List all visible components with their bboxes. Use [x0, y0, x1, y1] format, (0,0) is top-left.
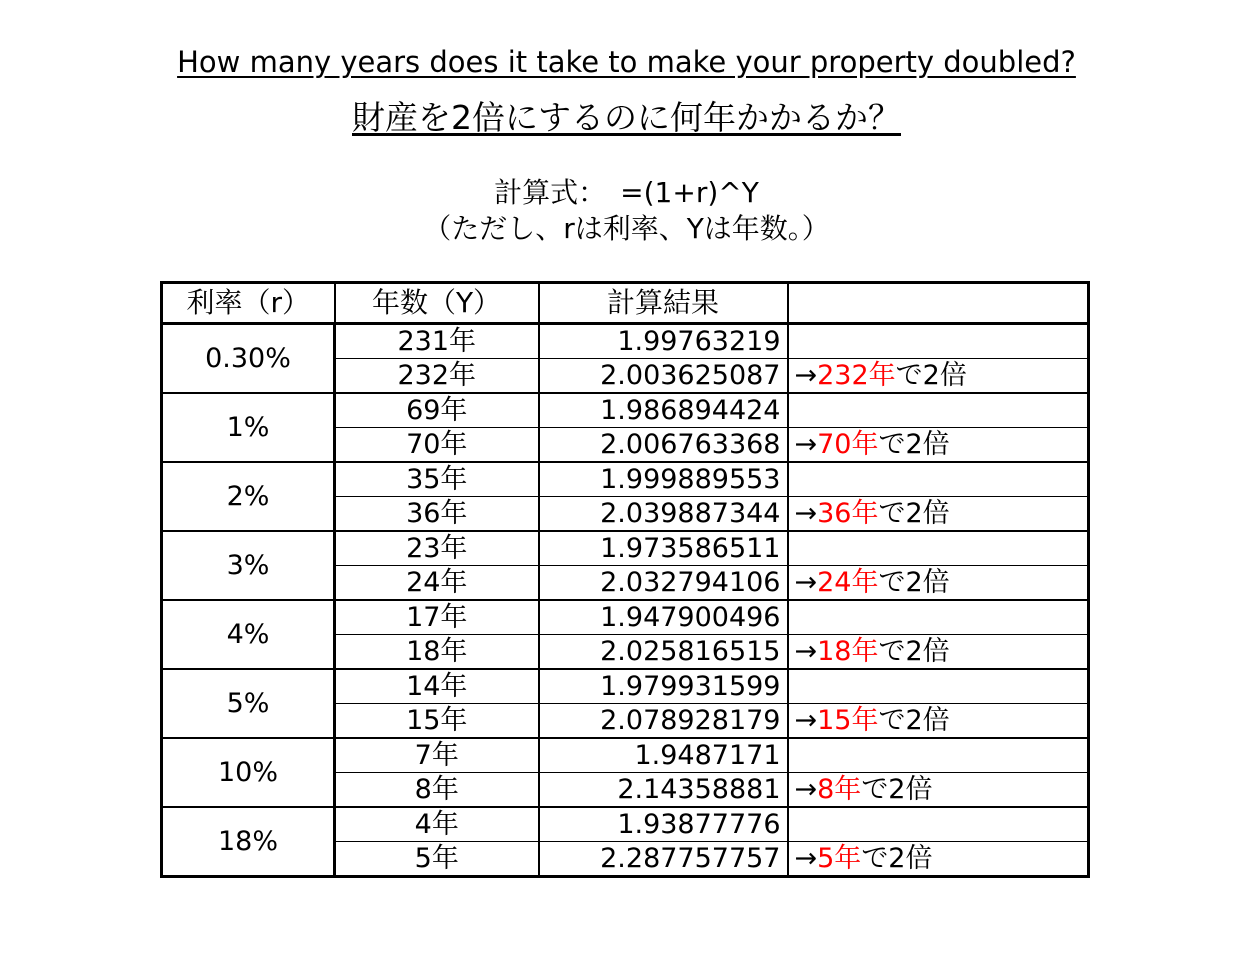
result-cell: 1.99763219 — [539, 324, 788, 359]
result-cell: 2.032794106 — [539, 566, 788, 601]
table-row — [162, 669, 1089, 704]
doubling-years-highlight: 232年 — [817, 359, 896, 391]
note-cell — [788, 669, 1089, 704]
doubling-suffix: で2倍 — [878, 428, 950, 460]
years-cell: 4年 — [335, 807, 539, 842]
result-cell: 2.078928179 — [539, 704, 788, 739]
doubling-suffix: で2倍 — [861, 842, 933, 874]
header-rate: 利率（r） — [162, 283, 335, 324]
rate-cell: 18% — [162, 807, 335, 877]
years-cell: 36年 — [335, 497, 539, 532]
title-english: How many years does it take to make your property doubled? — [177, 45, 1076, 79]
rate-cell: 3% — [162, 531, 335, 600]
result-cell: 2.039887344 — [539, 497, 788, 532]
rate-cell: 4% — [162, 600, 335, 669]
years-cell: 15年 — [335, 704, 539, 739]
header-note — [788, 283, 1089, 324]
table-row — [162, 324, 1089, 359]
doubling-suffix: で2倍 — [878, 704, 950, 736]
table-header-row — [162, 283, 1089, 324]
doubling-years-highlight: 36年 — [817, 497, 879, 529]
doubling-suffix: で2倍 — [878, 566, 950, 598]
table-row — [162, 600, 1089, 635]
doubling-years-highlight: 70年 — [817, 428, 879, 460]
years-cell: 69年 — [335, 393, 539, 428]
table-row — [162, 807, 1089, 842]
doubling-suffix: で2倍 — [861, 773, 933, 805]
note-cell — [788, 497, 1089, 532]
table-body — [162, 324, 1089, 877]
rate-cell: 2% — [162, 462, 335, 531]
table-row — [162, 738, 1089, 773]
result-cell: 2.003625087 — [539, 359, 788, 394]
years-cell: 23年 — [335, 531, 539, 566]
formula-line: 計算式： =(1+r)^Y — [494, 176, 759, 209]
table-row — [162, 462, 1089, 497]
rate-cell: 5% — [162, 669, 335, 738]
result-cell: 1.979931599 — [539, 669, 788, 704]
doubling-suffix: で2倍 — [878, 635, 950, 667]
years-cell: 14年 — [335, 669, 539, 704]
result-cell: 1.986894424 — [539, 393, 788, 428]
arrow-icon: → — [794, 359, 818, 391]
doubling-suffix: で2倍 — [895, 359, 967, 391]
rate-cell: 1% — [162, 393, 335, 462]
note-cell — [788, 773, 1089, 808]
result-cell: 1.973586511 — [539, 531, 788, 566]
result-cell: 2.287757757 — [539, 842, 788, 877]
result-cell: 2.006763368 — [539, 428, 788, 463]
note-cell — [788, 462, 1089, 497]
doubling-years-highlight: 8年 — [817, 773, 862, 805]
result-cell: 2.025816515 — [539, 635, 788, 670]
years-cell: 70年 — [335, 428, 539, 463]
doubling-years-highlight: 5年 — [817, 842, 862, 874]
doubling-years-highlight: 18年 — [817, 635, 879, 667]
result-cell: 2.14358881 — [539, 773, 788, 808]
table-row — [162, 531, 1089, 566]
arrow-icon: → — [794, 773, 818, 805]
rate-cell: 10% — [162, 738, 335, 807]
result-cell: 1.93877776 — [539, 807, 788, 842]
doubling-years-highlight: 15年 — [817, 704, 879, 736]
header-result: 計算結果 — [539, 283, 788, 324]
note-cell — [788, 738, 1089, 773]
years-cell: 231年 — [335, 324, 539, 359]
years-cell: 35年 — [335, 462, 539, 497]
note-cell — [788, 807, 1089, 842]
arrow-icon: → — [794, 704, 818, 736]
arrow-icon: → — [794, 842, 818, 874]
note-cell — [788, 600, 1089, 635]
note-cell — [788, 359, 1089, 394]
note-cell — [788, 428, 1089, 463]
formula-note: （ただし、rは利率、Yは年数。） — [423, 212, 830, 245]
note-cell — [788, 324, 1089, 359]
note-cell — [788, 704, 1089, 739]
rate-cell: 0.30% — [162, 324, 335, 394]
result-cell: 1.947900496 — [539, 600, 788, 635]
years-cell: 7年 — [335, 738, 539, 773]
result-cell: 1.9487171 — [539, 738, 788, 773]
note-cell — [788, 393, 1089, 428]
arrow-icon: → — [794, 497, 818, 529]
arrow-icon: → — [794, 428, 818, 460]
doubling-years-highlight: 24年 — [817, 566, 879, 598]
arrow-icon: → — [794, 566, 818, 598]
doubling-table — [160, 281, 1090, 878]
arrow-icon: → — [794, 635, 818, 667]
note-cell — [788, 842, 1089, 877]
years-cell: 18年 — [335, 635, 539, 670]
title-japanese: 財産を2倍にするのに何年かかるか？ — [352, 98, 901, 137]
years-cell: 8年 — [335, 773, 539, 808]
years-cell: 17年 — [335, 600, 539, 635]
note-cell — [788, 531, 1089, 566]
years-cell: 24年 — [335, 566, 539, 601]
header-years: 年数（Y） — [335, 283, 539, 324]
result-cell: 1.999889553 — [539, 462, 788, 497]
table-row — [162, 393, 1089, 428]
note-cell — [788, 635, 1089, 670]
years-cell: 5年 — [335, 842, 539, 877]
years-cell: 232年 — [335, 359, 539, 394]
doubling-suffix: で2倍 — [878, 497, 950, 529]
note-cell — [788, 566, 1089, 601]
